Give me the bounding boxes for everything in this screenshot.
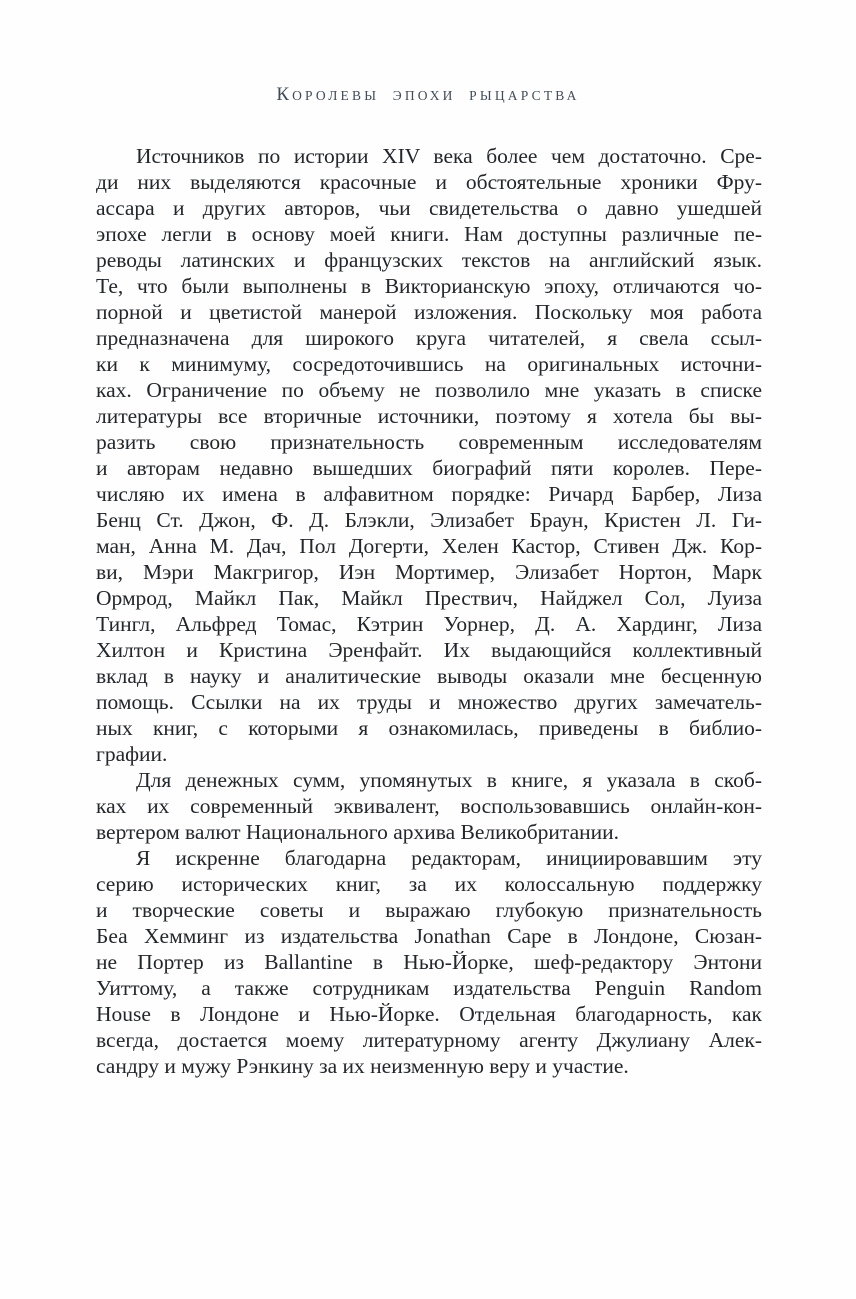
text-line: ассара и других авторов, чьи свидетельства о давно ушедшей (96, 196, 762, 220)
text-line: Беа Хемминг из издательства Jonathan Cape в Лондоне, Сюзан- (96, 924, 762, 948)
text-line: разить свою признательность современным исследователям (96, 430, 762, 454)
running-head-text: ОРОЛЕВЫ ЭПОХИ РЫЦАРСТВА (292, 88, 580, 103)
text-line: сандру и мужу Рэнкину за их неизменную веру и участие. (96, 1054, 629, 1078)
text-line: всегда, достается моему литературному агенту Джулиану Алек- (96, 1028, 762, 1052)
text-line: ви, Мэри Макгригор, Иэн Мортимер, Элизабет Нортон, Марк (96, 560, 762, 584)
text-line: предназначена для широкого круга читателей, я свела ссыл- (96, 326, 762, 350)
text-line: не Портер из Ballantine в Нью-Йорке, шеф-редактору Энтони (96, 950, 762, 974)
text-line: House в Лондоне и Нью-Йорке. Отдельная благодарность, как (96, 1002, 762, 1026)
text-line: эпохе легли в основу моей книги. Нам доступны различные пе- (96, 222, 762, 246)
text-line: ках. Ограничение по объему не позволило мне указать в списке (96, 378, 762, 402)
text-line: вертером валют Национального архива Великобритании. (96, 820, 620, 844)
text-line: Я искренне благодарна редакторам, инициировавшим эту (136, 846, 762, 870)
text-line: ных книг, с которыми я ознакомилась, приведены в библио- (96, 716, 762, 740)
text-line: Бенц Ст. Джон, Ф. Д. Блэкли, Элизабет Браун, Кристен Л. Ги- (96, 508, 762, 532)
running-head-initial: К (276, 84, 293, 105)
text-line: графии. (96, 742, 168, 766)
running-head (0, 0, 856, 105)
text-line: ман, Анна М. Дач, Пол Догерти, Хелен Кастор, Стивен Дж. Кор- (96, 534, 762, 558)
text-line: Уиттому, а также сотрудникам издательства Penguin Random (96, 976, 762, 1000)
text-line: серию исторических книг, за их колоссальную поддержку (96, 872, 762, 896)
text-line: ках их современный эквивалент, воспользовавшись онлайн-кон- (96, 794, 762, 818)
text-line: ди них выделяются красочные и обстоятельные хроники Фру- (96, 170, 762, 194)
text-line: числяю их имена в алфавитном порядке: Ричард Барбер, Лиза (96, 482, 762, 506)
text-line: порной и цветистой манерой изложения. Поскольку моя работа (96, 300, 762, 324)
text-line: Для денежных сумм, упомянутых в книге, я указала в скоб- (136, 768, 762, 792)
text-line: Источников по истории XIV века более чем достаточно. Сре- (136, 144, 762, 168)
text-line: ки к минимуму, сосредоточившись на оригинальных источни- (96, 352, 762, 376)
text-line: и творческие советы и выражаю глубокую признательность (96, 898, 762, 922)
text-line: вклад в науку и аналитические выводы оказали мне бесценную (96, 664, 762, 688)
text-line: Тингл, Альфред Томас, Кэтрин Уорнер, Д. А. Хардинг, Лиза (96, 612, 762, 636)
text-block (96, 143, 762, 1079)
text-line: Ормрод, Майкл Пак, Майкл Прествич, Найджел Сол, Луиза (96, 586, 762, 610)
text-line: Хилтон и Кристина Эренфайт. Их выдающийся коллективный (96, 638, 762, 662)
text-line: реводы латинских и французских текстов на английский язык. (96, 248, 762, 272)
text-line: Те, что были выполнены в Викторианскую эпоху, отличаются чо- (96, 274, 762, 298)
text-line: литературы все вторичные источники, поэтому я хотела бы вы- (96, 404, 762, 428)
text-line: и авторам недавно вышедших биографий пяти королев. Пере- (96, 456, 762, 480)
text-line: помощь. Ссылки на их труды и множество других замечатель- (96, 690, 762, 714)
